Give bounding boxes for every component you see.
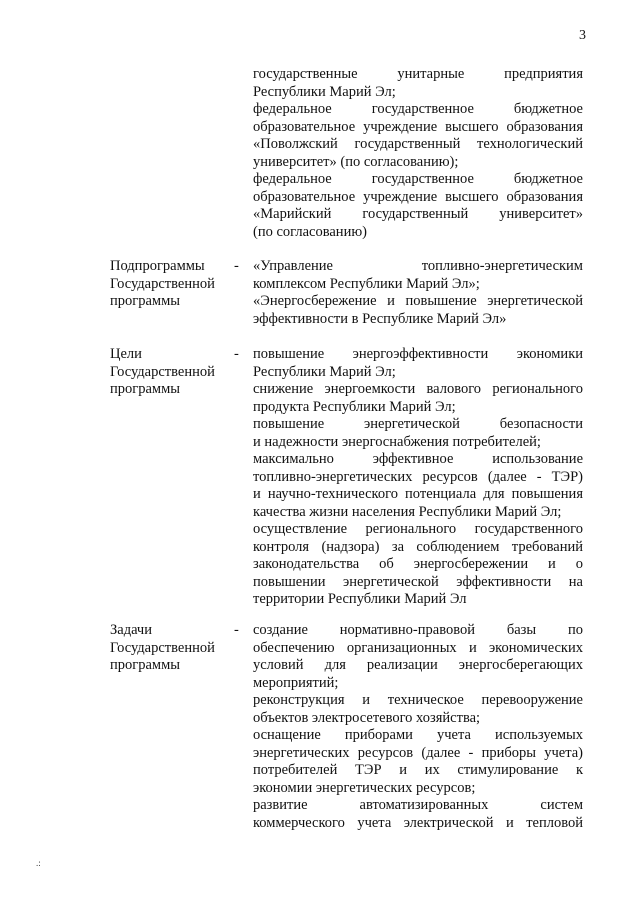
section-content: [253, 346, 583, 609]
content-line: образовательное учреждение высшего образования: [253, 188, 583, 205]
content-line: реконструкция и техническое перевооружение: [253, 692, 583, 708]
section-dash: -: [234, 346, 239, 362]
section-label-line: Государственной: [110, 363, 215, 380]
content-line: максимально эффективное использование: [253, 451, 583, 467]
content-line: повышении энергетической эффективности на: [253, 573, 583, 590]
section-label-line: программы: [110, 381, 180, 397]
content-line: условий для реализации энергосберегающих: [253, 657, 583, 673]
content-line: «Поволжский государственный технологический: [253, 136, 583, 152]
content-line: (по согласованию): [253, 223, 367, 240]
section-label-line: программы: [110, 657, 180, 673]
content-line: энергетических ресурсов (далее - приборы учета): [253, 744, 583, 761]
section-label-line: Подпрограммы: [110, 258, 205, 274]
content-line: повышение энергетической безопасности: [253, 416, 583, 432]
content-line: «Энергосбережение и повышение энергетической: [253, 293, 583, 309]
footer-mark: .:: [36, 858, 41, 868]
content-line: Республики Марий Эл;: [253, 363, 396, 380]
content-line: качества жизни населения Республики Марий Эл;: [253, 503, 562, 520]
content-line: федеральное государственное бюджетное: [253, 101, 583, 117]
content-line: государственные унитарные предприятия: [253, 66, 583, 82]
section-label: [110, 258, 230, 311]
content-line: объектов электросетевого хозяйства;: [253, 709, 481, 726]
content-line: законодательства об энергосбережении и о: [253, 556, 583, 572]
content-line: федеральное государственное бюджетное: [253, 171, 583, 187]
content-line: осуществление регионального государственного: [253, 521, 583, 537]
content-line: коммерческого учета электрической и тепловой: [253, 814, 583, 831]
section-label: [110, 622, 230, 675]
content-line: университет» (по согласованию);: [253, 153, 459, 170]
content-line: эффективности в Республике Марий Эл»: [253, 310, 507, 327]
content-line: «Управление топливно-энергетическим: [253, 258, 583, 274]
content-line: «Марийский государственный университет»: [253, 206, 583, 222]
content-line: комплексом Республики Марий Эл»;: [253, 275, 480, 292]
section-label-line: программы: [110, 293, 180, 309]
section-dash: -: [234, 258, 239, 274]
section-label-line: Цели: [110, 346, 142, 362]
content-line: и научно-технического потенциала для повышения: [253, 486, 583, 502]
content-line: оснащение приборами учета используемых: [253, 727, 583, 743]
content-line: мероприятий;: [253, 674, 339, 691]
section-dash: -: [234, 622, 239, 638]
content-line: потребителей ТЭР и их стимулирование к: [253, 762, 583, 778]
section-content: [253, 66, 583, 241]
section-content: [253, 258, 583, 328]
section-label-line: Государственной: [110, 639, 215, 656]
content-line: и надежности энергоснабжения потребителей;: [253, 433, 541, 450]
section-label-line: Государственной: [110, 275, 215, 292]
content-line: территории Республики Марий Эл: [253, 591, 467, 607]
content-line: обеспечению организационных и экономических: [253, 639, 583, 656]
content-line: Республики Марий Эл;: [253, 83, 396, 100]
content-line: снижение энергоемкости валового регионального: [253, 381, 583, 397]
section-label-line: Задачи: [110, 622, 152, 638]
section-content: [253, 622, 583, 832]
content-line: продукта Республики Марий Эл;: [253, 398, 456, 415]
content-line: контроля (надзора) за соблюдением требований: [253, 538, 583, 555]
content-line: образовательное учреждение высшего образования: [253, 118, 583, 135]
content-line: создание нормативно-правовой базы по: [253, 622, 583, 638]
content-line: экономии энергетических ресурсов;: [253, 779, 476, 796]
section-label: [110, 346, 230, 399]
page-number: 3: [579, 28, 586, 43]
content-line: топливно-энергетических ресурсов (далее - ТЭР): [253, 468, 583, 485]
content-line: развитие автоматизированных систем: [253, 797, 583, 813]
content-line: повышение энергоэффективности экономики: [253, 346, 583, 362]
